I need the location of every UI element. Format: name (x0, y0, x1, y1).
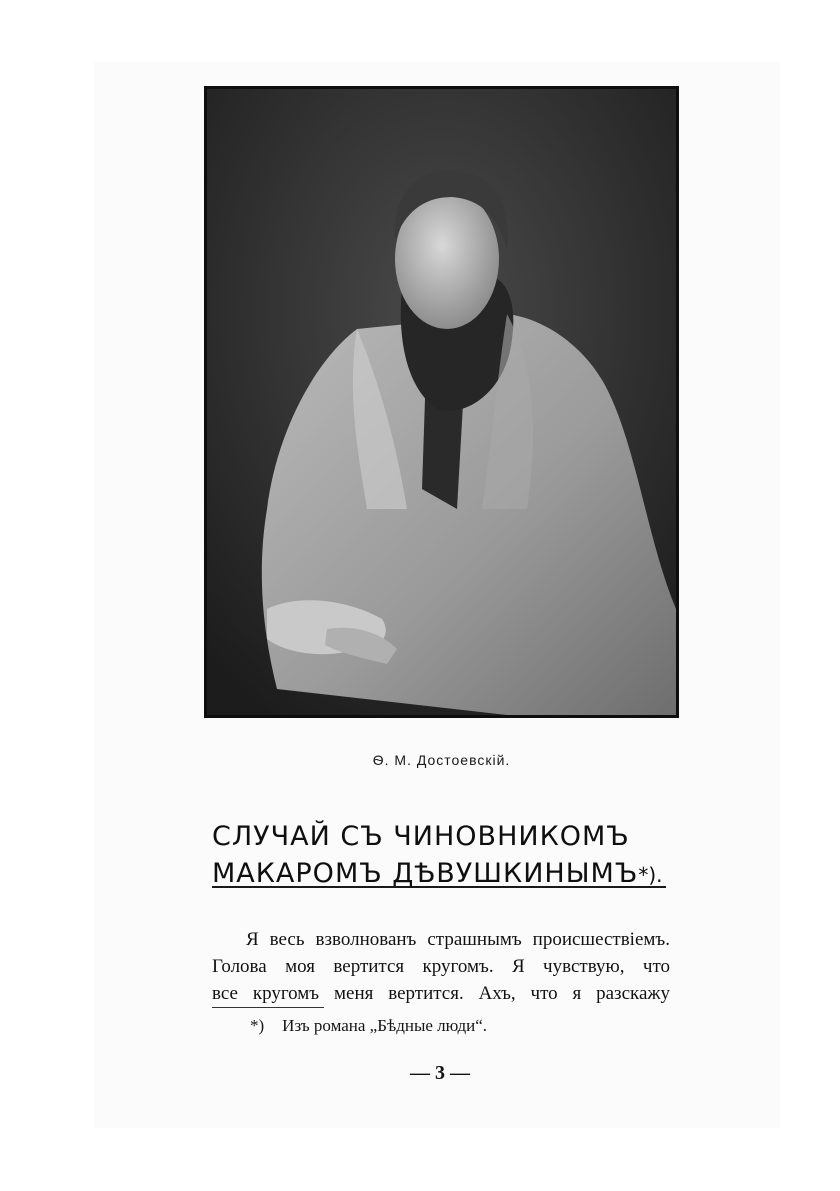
body-line-3: все кругомъ меня вертится. Ахъ, что я разскажу (212, 983, 670, 1004)
body-line-1: Я весь взволнованъ страшнымъ происшествіемъ. (246, 929, 670, 950)
body-line-2: Голова моя вертится кругомъ. Я чувствую, что (212, 956, 670, 977)
chapter-title-line-2 (212, 855, 682, 894)
footnote-mark: *) (250, 1016, 265, 1035)
page-number: — 3 — (410, 1062, 470, 1084)
footnote-divider (212, 1007, 324, 1008)
title-underline (212, 886, 666, 888)
footnote-text: Изъ романа „Бѣдные люди“. (282, 1016, 488, 1035)
chapter-title-line-2-text: МАКАРОМЪ ДѢВУШКИНЫМЪ (212, 858, 639, 889)
portrait-image (204, 86, 679, 718)
title-footnote-mark: *). (638, 863, 663, 887)
portrait-illustration (207, 89, 676, 715)
footnote (250, 1016, 487, 1036)
chapter-title-line-1: СЛУЧАЙ СЪ ЧИНОВНИКОМЪ (212, 821, 630, 852)
portrait-caption: Ѳ. М. Достоевскій. (372, 752, 511, 768)
chapter-title (212, 818, 682, 894)
body-paragraph (212, 926, 670, 1007)
